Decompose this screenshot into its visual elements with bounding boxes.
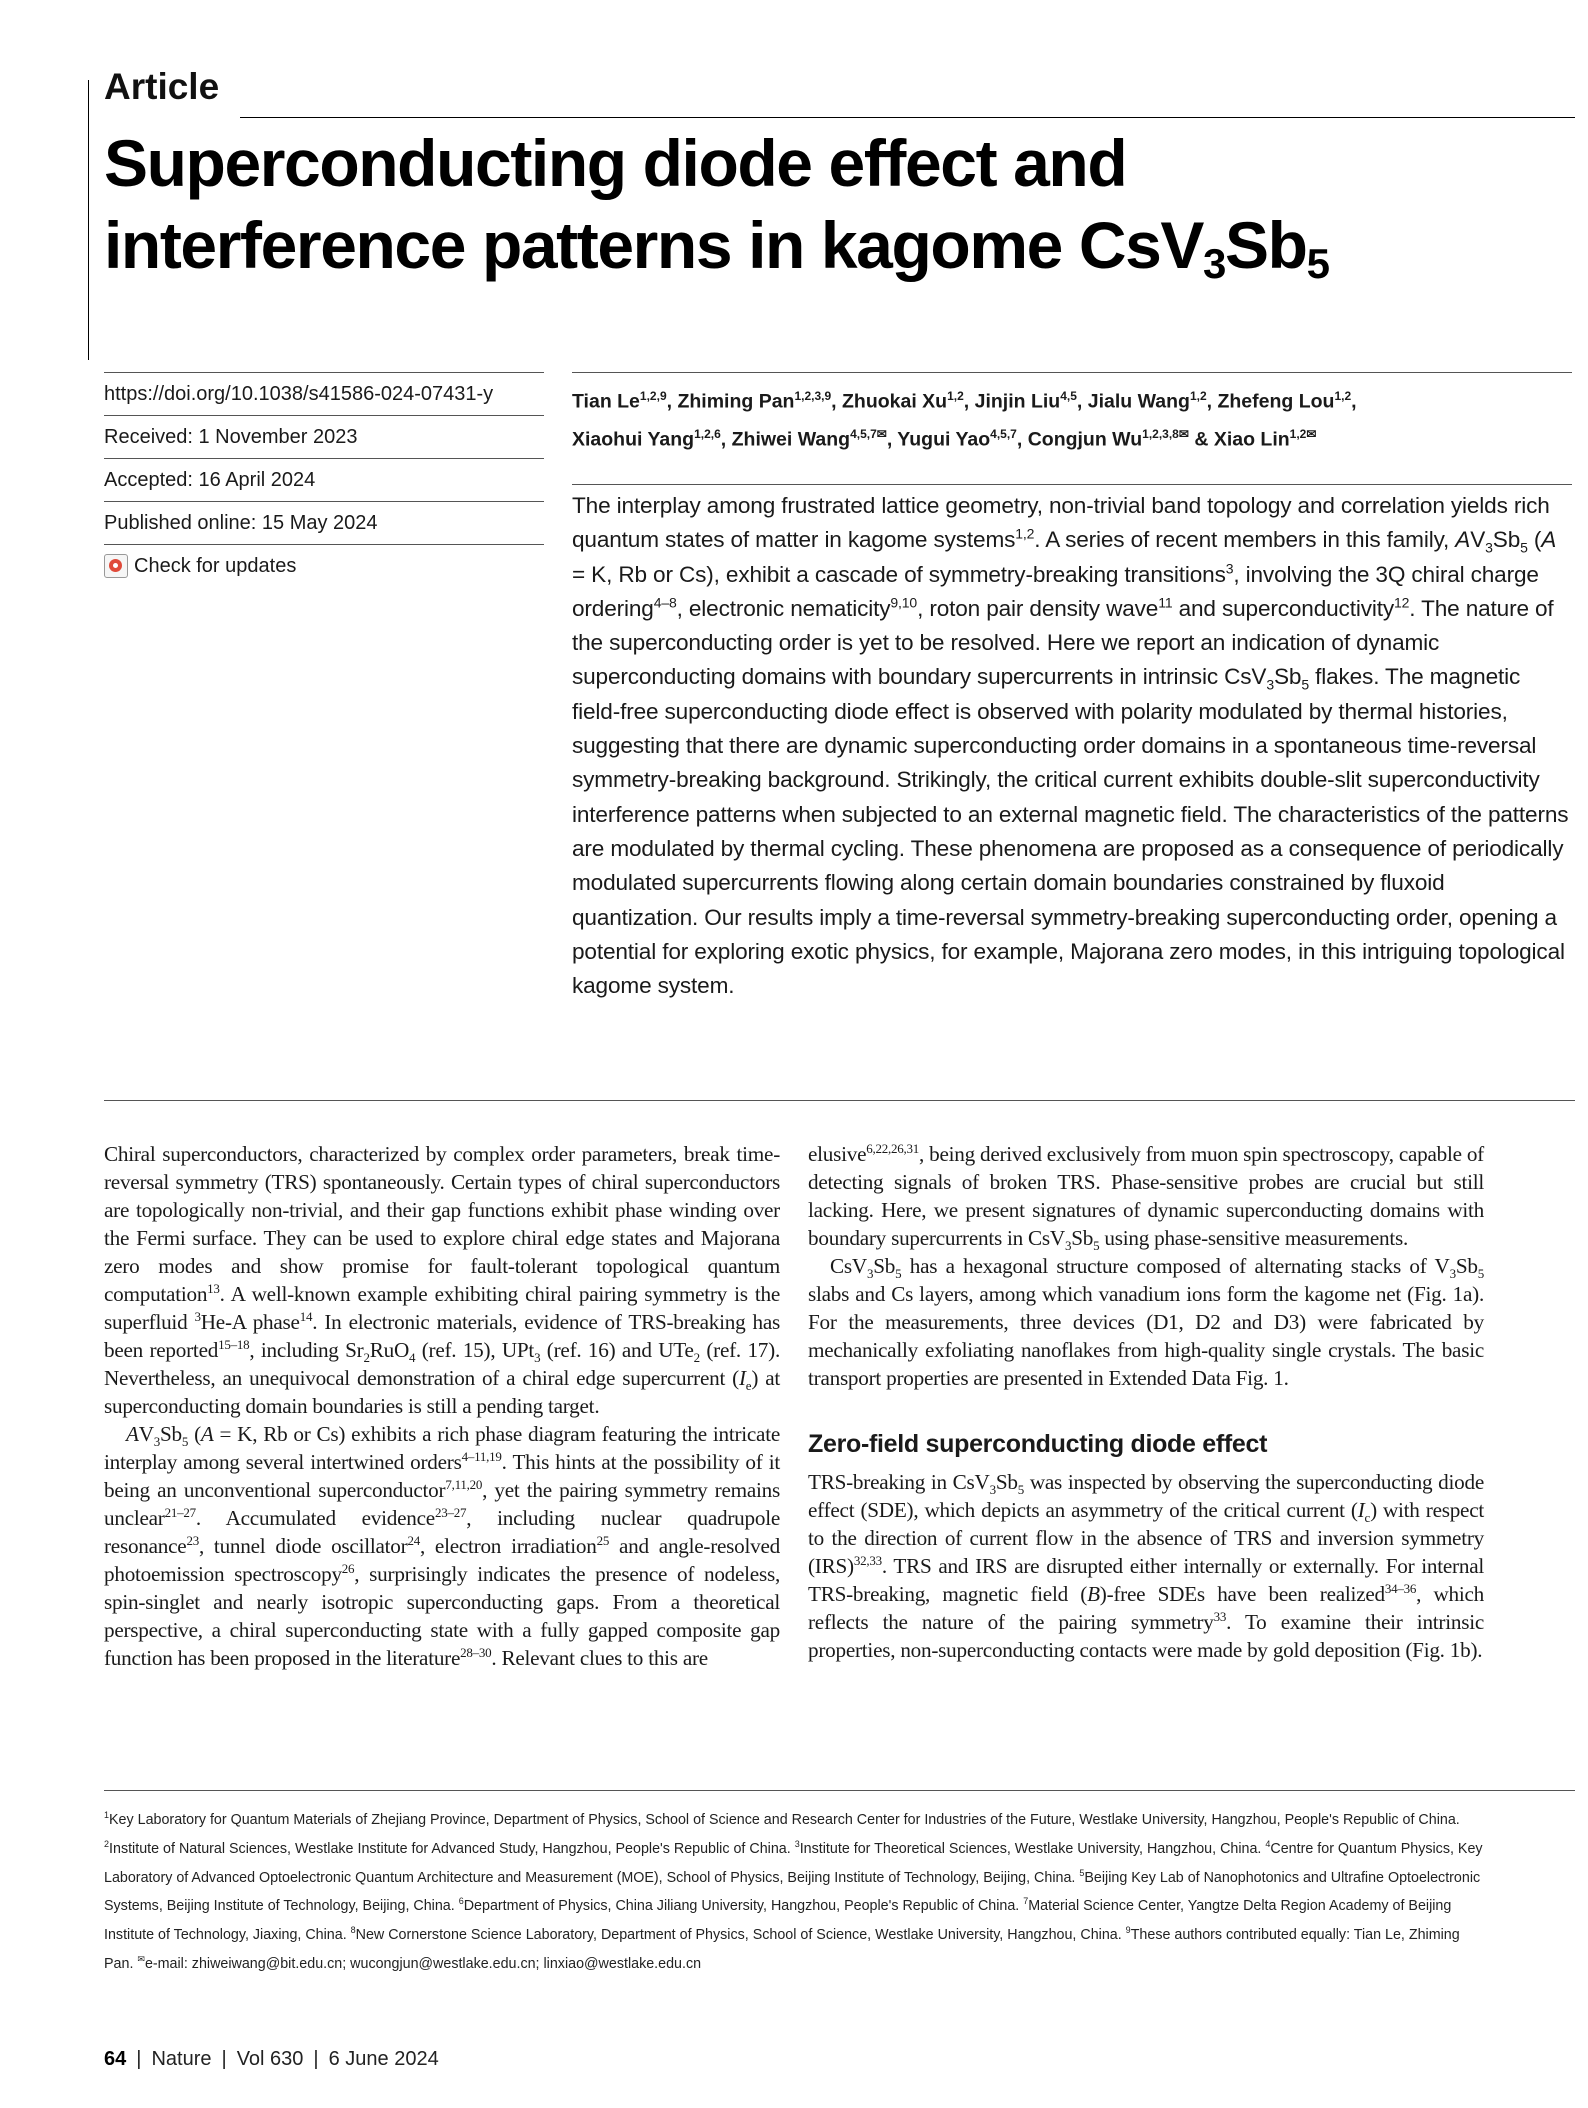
- paragraph: elusive$^{6,22,26,31}$, being derived exclusively from muon spin spectroscopy, capable of detecting signals of broken TRS. Phase-sensitive probes are crucial but still lacking. Here, we present signatures of dynamic superconducting domains with boundary supercurrents in $CsV_3Sb_5$ using phase-sensitive measurements.: [808, 1140, 1484, 1254]
- paragraph: $CsV_3Sb_5$ has a hexagonal structure composed of alternating stacks of $V_3Sb_5$ slabs and Cs layers, among which vanadium ions form the kagome net (Fig. 1a). For the measurements, three devices (D1, D2 and D3) were fabricated by mechanically exfoliating nanoflakes from high-quality single crystals. The basic transport properties are presented in Extended Data Fig. 1.: [808, 1254, 1484, 1390]
- article-metadata: [104, 372, 544, 587]
- paragraph: $AV_3Sb_5$ (A = K, Rb or Cs) exhibits a rich phase diagram featuring the intricate interplay among several intertwined orders$^{4-11,19}$. This hints at the possibility of it being an unconventional superconductor$^{7,11,20}$, yet the pairing symmetry remains unclear$^{21-27}$. Accumulated evidence$^{23-27}$, including nuclear quadrupole resonance$^{23}$, tunnel diode oscillator$^{24}$, electron irradiation$^{25}$ and angle-resolved photoemission spectroscopy$^{26}$, surprisingly indicates the presence of nodeless, spin-singlet and nearly isotropic superconducting gaps. From a theoretical perspective, a chiral superconducting state with a fully gapped composite gap function has been proposed in the literature$^{28-30}$. Relevant clues to this are: [104, 1422, 781, 1670]
- crossmark-icon: [104, 554, 128, 578]
- page-number: 64: [104, 2048, 127, 2070]
- issue-date: 6 June 2024: [328, 2048, 439, 2070]
- accepted-date: Accepted: 16 April 2024: [104, 458, 544, 501]
- abstract: The interplay among frustrated lattice geometry, non-trivial band topology and correlation yields rich quantum states of matter in kagome systems$^{1,2}$. A series of recent members in this family, $AV_3Sb_5$ (A = K, Rb or Cs), exhibit a cascade of symmetry-breaking transitions$^3$, involving the 3Q chiral charge ordering$^{4-8}$, electronic nematicity$^{9,10}$, roton pair density wave$^{11}$ and superconductivity$^{12}$. The nature of the superconducting order is yet to be resolved. Here we report an indication of dynamic superconducting domains with boundary supercurrents in intrinsic $CsV_3Sb_5$ flakes. The magnetic field-free superconducting diode effect is observed with polarity modulated by thermal histories, suggesting that there are dynamic superconducting order domains in a spontaneous time-reversal symmetry-breaking background. Strikingly, the critical current exhibits double-slit superconductivity interference patterns when subjected to an external magnetic field. The characteristics of the patterns are modulated by thermal cycling. These phenomena are proposed as a consequence of periodically modulated supercurrents flowing along certain domain boundaries constrained by fluxoid quantization. Our results imply a time-reversal symmetry-breaking superconducting order, opening a potential for exploring exotic physics, for example, Majorana zero modes, in this intriguing topological kagome system.: [572, 493, 1569, 999]
- author-list: Tian Le$^{1,2,9}$, Zhiming Pan$^{1,2,3,9}$, Zhuokai Xu$^{1,2}$, Jinjin Liu$^{4,5}$, Jialu Wang$^{1,2}$, Zhefeng Lou$^{1,2}$, Xiaohui Yang$^{1,2,6}$, Zhiwei Wang$^{4,5,7✉}$, Yugui Yao$^{4,5,7}$, Congjun $Wu^{1,2,3,8✉}$ & Xiao Lin$^{1,2✉}$: [572, 389, 1357, 450]
- check-for-updates-label: Check for updates: [134, 555, 297, 577]
- paragraph: TRS-breaking in $CsV_3Sb_5$ was inspected by observing the superconducting diode effect (SDE), which depicts an asymmetry of the critical current $(I_c)$ with respect to the direction of current flow in the absence of TRS and inversion symmetry (IRS)$^{32,33}$. TRS and IRS are disrupted either internally or externally. For internal TRS-breaking, magnetic field (B)-free SDEs have been realized$^{34-36}$, which reflects the nature of the pairing symmetry$^{33}$. To examine their intrinsic properties, non-superconducting contacts were made by gold deposition (Fig. 1b).: [808, 1470, 1485, 1662]
- volume: Vol 630: [236, 2048, 304, 2070]
- header-rule: [240, 117, 1575, 118]
- section-heading: Zero-field superconducting diode effect: [808, 1430, 1268, 1458]
- body-column-right: [808, 1140, 1484, 1664]
- body-rule: [104, 1100, 1575, 1101]
- margin-rule: [88, 80, 89, 360]
- article-title: Superconducting diode effect and interference patterns in kagome $CsV_3Sb_5$: [104, 126, 1329, 287]
- authors-rule: [572, 372, 1572, 373]
- title-line-1: Superconducting diode effect and: [104, 126, 1127, 200]
- footnote-rule: [104, 1790, 1575, 1791]
- doi-link[interactable]: https://doi.org/10.1038/s41586-024-07431-y: [104, 372, 544, 415]
- page-footer: 64 | Nature | Vol 630 | 6 June 2024: [104, 2048, 439, 2070]
- paragraph: Chiral superconductors, characterized by complex order parameters, break time-reversal symmetry (TRS) spontaneously. Certain types of chiral superconductors are topologically non-trivial, and their gap functions exhibit phase winding over the Fermi surface. They can be used to explore chiral edge states and Majorana zero modes and show promise for fault-tolerant topological quantum computation$^{13}$. A well-known example exhibiting chiral pairing symmetry is the superfluid $^3$He-A phase$^{14}$. In electronic materials, evidence of TRS-breaking has been reported$^{15-18}$, including $Sr_2RuO_4$ (ref. 15), UPt$_3$ (ref. 16) and UTe$_2$ (ref. 17). Nevertheless, an unequivocal demonstration of a chiral edge supercurrent $(I_e)$ at superconducting domain boundaries is still a pending target.: [104, 1142, 781, 1418]
- journal-name: Nature: [151, 2048, 212, 2070]
- title-line-2: interference patterns in kagome CsV: [104, 208, 1204, 282]
- abstract-rule: [572, 484, 1572, 485]
- published-date: Published online: 15 May 2024: [104, 501, 544, 544]
- check-for-updates-button[interactable]: [104, 544, 544, 587]
- received-date: Received: 1 November 2023: [104, 415, 544, 458]
- affiliations-footnote: $^1$Key Laboratory for Quantum Materials of Zhejiang Province, Department of Physics, School of Science and Research Center for Industries of the Future, Westlake University, Hangzhou, People's Republic of China. $^2$Institute of Natural Sciences, Westlake Institute for Advanced Study, Hangzhou, People's Republic of China. $^3$Institute for Theoretical Sciences, Westlake University, Hangzhou, China. $^4$Centre for Quantum Physics, Key Laboratory of Advanced Optoelectronic Quantum Architecture and Measurement (MOE), School of Physics, Beijing Institute of Technology, Beijing, China. $^5$Beijing Key Lab of Nanophotonics and Ultrafine Optoelectronic Systems, Beijing Institute of Technology, Beijing, China. $^6$Department of Physics, China Jiliang University, Hangzhou, People's Republic of China. $^7$Material Science Center, Yangtze Delta Region Academy of Beijing Institute of Technology, Jiaxing, China. $^8$New Cornerstone Science Laboratory, Department of Physics, School of Science, Westlake University, Hangzhou, China. $^9$These authors contributed equally: Tian Le, Zhiming Pan. ✉e-mail: zhiweiwang@bit.edu.cn; wucongjun@westlake.edu.cn; linxiao@westlake.edu.cn: [104, 1810, 1483, 1972]
- article-type-label: Article: [104, 66, 220, 107]
- body-column-left: [104, 1140, 780, 1672]
